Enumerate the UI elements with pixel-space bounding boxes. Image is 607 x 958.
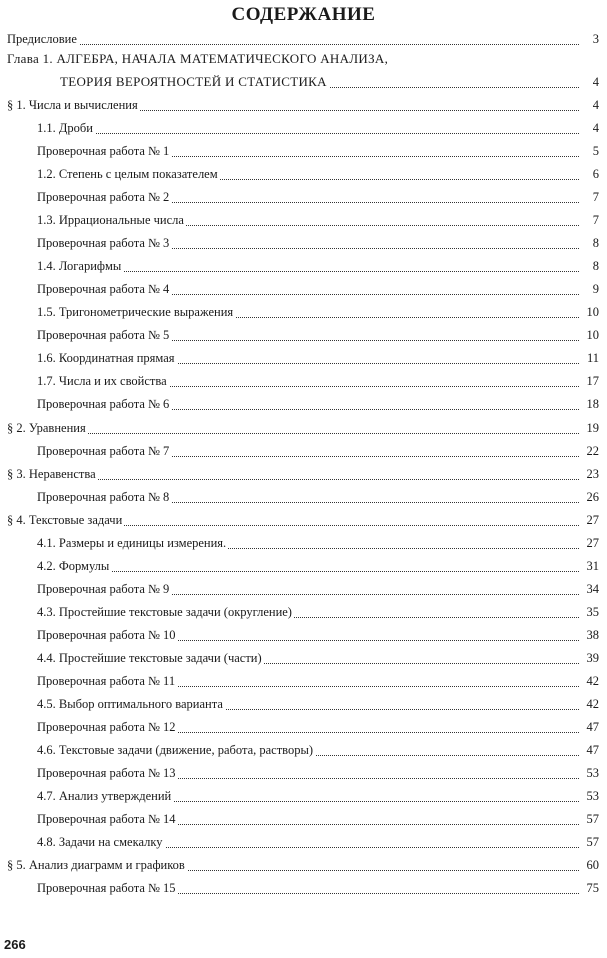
toc-entry-page: 5 bbox=[592, 144, 599, 158]
toc-entry[interactable] bbox=[0, 234, 607, 252]
toc-entry-label: Проверочная работа № 9 bbox=[37, 582, 170, 596]
toc-entry-page: 7 bbox=[592, 190, 599, 204]
toc-entry-page: 8 bbox=[592, 236, 599, 250]
toc-entry-page: 4 bbox=[592, 98, 599, 112]
toc-entry[interactable] bbox=[0, 372, 607, 390]
toc-entry[interactable] bbox=[0, 280, 607, 298]
toc-entry[interactable] bbox=[0, 534, 607, 552]
toc-entry-page: 60 bbox=[586, 858, 599, 872]
toc-entry[interactable] bbox=[0, 603, 607, 621]
toc-entry-page: 35 bbox=[586, 605, 599, 619]
toc-entry-page: 38 bbox=[586, 628, 599, 642]
toc-entry-label: 1.2. Степень с целым показателем bbox=[37, 167, 218, 181]
toc-entry-label: Проверочная работа № 1 bbox=[37, 144, 170, 158]
toc-entry[interactable] bbox=[0, 810, 607, 828]
toc-entry[interactable] bbox=[0, 303, 607, 321]
dot-leader bbox=[37, 571, 579, 572]
toc-entry-label: Проверочная работа № 5 bbox=[37, 328, 170, 342]
toc-entry[interactable] bbox=[0, 741, 607, 759]
toc-entry-page: 22 bbox=[586, 444, 599, 458]
toc-entry[interactable] bbox=[0, 188, 607, 206]
page-title: СОДЕРЖАНИЕ bbox=[231, 4, 376, 25]
toc-entry-page: 8 bbox=[592, 259, 599, 273]
toc-entry[interactable] bbox=[0, 257, 607, 275]
toc-entry[interactable] bbox=[0, 626, 607, 644]
toc-entry-page: 4 bbox=[592, 75, 599, 89]
toc-entry[interactable] bbox=[0, 557, 607, 575]
toc-entry-page: 7 bbox=[592, 213, 599, 227]
toc-entry-section-5[interactable] bbox=[0, 856, 607, 874]
toc-entry-label: ТЕОРИЯ ВЕРОЯТНОСТЕЙ И СТАТИСТИКА bbox=[60, 74, 327, 89]
toc-entry-label: Предисловие bbox=[7, 32, 77, 46]
toc-entry[interactable] bbox=[0, 442, 607, 460]
toc-entry-page: 3 bbox=[592, 32, 599, 46]
toc-entry-page: 6 bbox=[592, 167, 599, 181]
toc-entry-label: 4.8. Задачи на смекалку bbox=[37, 835, 163, 849]
page-number: 266 bbox=[4, 937, 26, 952]
toc-entry-label: 4.7. Анализ утверждений bbox=[37, 789, 172, 803]
toc-entry-page: 53 bbox=[586, 766, 599, 780]
toc-entry-label: 4.5. Выбор оптимального варианта bbox=[37, 697, 223, 711]
toc-entry-label: 1.1. Дроби bbox=[37, 121, 93, 135]
toc-entry-page: 18 bbox=[586, 397, 599, 411]
toc-entry[interactable] bbox=[0, 580, 607, 598]
toc-entry-section-1[interactable] bbox=[0, 96, 607, 114]
toc-entry-page: 57 bbox=[586, 812, 599, 826]
toc-entry-page: 47 bbox=[586, 720, 599, 734]
toc-entry-label: 4.6. Текстовые задачи (движение, работа, растворы) bbox=[37, 743, 314, 757]
toc-entry-section-3[interactable] bbox=[0, 465, 607, 483]
toc-entry-label: Глава 1. АЛГЕБРА, НАЧАЛА МАТЕМАТИЧЕСКОГО АНАЛИЗА, bbox=[7, 51, 389, 66]
toc-entry[interactable] bbox=[0, 695, 607, 713]
toc-entry[interactable] bbox=[0, 395, 607, 413]
toc-entry-label: 1.4. Логарифмы bbox=[37, 259, 122, 273]
toc-entry-label: Проверочная работа № 12 bbox=[37, 720, 176, 734]
toc-entry-label: Проверочная работа № 13 bbox=[37, 766, 176, 780]
toc-entry-label: 1.6. Координатная прямая bbox=[37, 351, 175, 365]
dot-leader bbox=[7, 44, 579, 45]
toc-entry-page: 9 bbox=[592, 282, 599, 296]
toc-entry[interactable] bbox=[0, 211, 607, 229]
toc-entry-label: Проверочная работа № 10 bbox=[37, 628, 176, 642]
toc-entry-section-2[interactable] bbox=[0, 419, 607, 437]
toc-entry-preface[interactable] bbox=[0, 30, 607, 48]
toc-entry-label: Проверочная работа № 2 bbox=[37, 190, 170, 204]
toc-entry[interactable] bbox=[0, 787, 607, 805]
toc-entry[interactable] bbox=[0, 119, 607, 137]
toc-entry-label: § 5. Анализ диаграмм и графиков bbox=[7, 858, 185, 872]
toc-entry-chapter-1[interactable] bbox=[0, 50, 607, 68]
toc-entry-page: 26 bbox=[586, 490, 599, 504]
toc-entry-section-4[interactable] bbox=[0, 511, 607, 529]
toc-entry-label: 4.4. Простейшие текстовые задачи (части) bbox=[37, 651, 262, 665]
toc-entry-label: § 4. Текстовые задачи bbox=[7, 513, 123, 527]
toc-entry-label: 4.1. Размеры и единицы измерения. bbox=[37, 536, 227, 550]
toc-entry-label: Проверочная работа № 6 bbox=[37, 397, 170, 411]
toc-entry[interactable] bbox=[0, 672, 607, 690]
toc-entry-page: 11 bbox=[586, 351, 599, 365]
toc-entry-page: 47 bbox=[586, 743, 599, 757]
toc-entry-label: § 1. Числа и вычисления bbox=[7, 98, 138, 112]
toc-entry-page: 27 bbox=[586, 536, 599, 550]
toc-entry-label: Проверочная работа № 8 bbox=[37, 490, 170, 504]
toc-entry-label: Проверочная работа № 14 bbox=[37, 812, 176, 826]
toc-entry-page: 31 bbox=[586, 559, 599, 573]
toc-entry-label: Проверочная работа № 15 bbox=[37, 881, 176, 895]
toc-entry-page: 75 bbox=[586, 881, 599, 895]
toc-entry-chapter-1-cont[interactable] bbox=[0, 73, 607, 91]
toc-entry-label: 4.2. Формулы bbox=[37, 559, 110, 573]
toc-entry-label: 1.3. Иррациональные числа bbox=[37, 213, 184, 227]
toc-entry-page: 42 bbox=[586, 674, 599, 688]
toc-entry-page: 10 bbox=[586, 305, 599, 319]
toc-entry[interactable] bbox=[0, 879, 607, 897]
toc-entry-label: Проверочная работа № 7 bbox=[37, 444, 170, 458]
dot-leader bbox=[7, 433, 579, 434]
toc-entry-label: 1.5. Тригонометрические выражения bbox=[37, 305, 234, 319]
toc-entry[interactable] bbox=[0, 349, 607, 367]
toc-entry[interactable] bbox=[0, 165, 607, 183]
toc-entry[interactable] bbox=[0, 764, 607, 782]
toc-entry-page: 34 bbox=[586, 582, 599, 596]
toc-entry-page: 57 bbox=[586, 835, 599, 849]
toc-entry-page: 23 bbox=[586, 467, 599, 481]
toc-entry-page: 4 bbox=[592, 121, 599, 135]
toc-entry[interactable] bbox=[0, 326, 607, 344]
toc-entry-label: 4.3. Простейшие текстовые задачи (округление) bbox=[37, 605, 292, 619]
toc-entry-page: 27 bbox=[586, 513, 599, 527]
toc-entry-page: 39 bbox=[586, 651, 599, 665]
dot-leader bbox=[37, 133, 579, 134]
toc-entry-label: Проверочная работа № 4 bbox=[37, 282, 170, 296]
toc-entry-label: Проверочная работа № 11 bbox=[37, 674, 176, 688]
toc-entry-label: § 2. Уравнения bbox=[7, 421, 86, 435]
toc-entry[interactable] bbox=[0, 142, 607, 160]
toc-entry[interactable] bbox=[0, 488, 607, 506]
toc-entry-label: Проверочная работа № 3 bbox=[37, 236, 170, 250]
toc-entry[interactable] bbox=[0, 649, 607, 667]
toc-entry[interactable] bbox=[0, 718, 607, 736]
toc-entry[interactable] bbox=[0, 833, 607, 851]
toc-entry-page: 17 bbox=[586, 374, 599, 388]
toc-entry-page: 42 bbox=[586, 697, 599, 711]
toc-entry-label: § 3. Неравенства bbox=[7, 467, 96, 481]
toc-entry-page: 53 bbox=[586, 789, 599, 803]
toc-entry-label: 1.7. Числа и их свойства bbox=[37, 374, 167, 388]
toc-entry-page: 10 bbox=[586, 328, 599, 342]
toc-entry-page: 19 bbox=[586, 421, 599, 435]
